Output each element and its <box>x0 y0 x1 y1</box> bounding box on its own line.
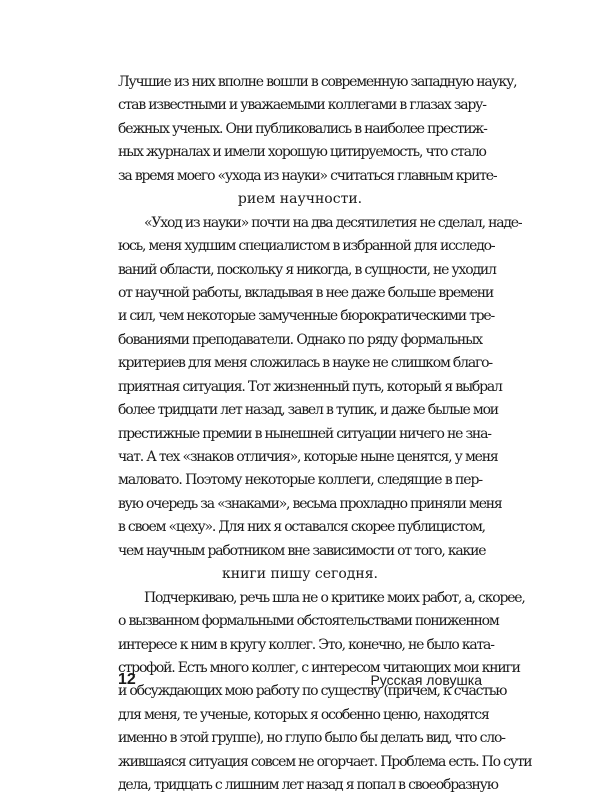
text-line: строфой. Есть много коллег, с интересом читающих мои книги <box>118 659 520 676</box>
text-line: маловато. Поэтому некоторые коллеги, следящие в пер- <box>118 472 483 489</box>
text-line: вую очередь за «знаками», весьма прохладно приняли меня <box>118 495 502 512</box>
text-line: в своем «цеху». Для них я оставался скорее публицистом, <box>118 519 485 536</box>
text-line: рием научности. <box>237 191 363 208</box>
text-line: чат. А тех «знаков отличия», которые ныне ценятся, у меня <box>118 449 498 465</box>
text-line: став известными и уважаемыми коллегами в глазах зару- <box>118 97 486 114</box>
text-line: бованиями преподаватели. Однако по ряду формальных <box>118 331 482 348</box>
text-line: Подчеркиваю, речь шла не о критике моих работ, а, скорее, <box>144 589 525 606</box>
text-line: бежных ученых. Они публиковались в наиболее престиж- <box>118 120 487 137</box>
text-line: книги пишу сегодня. <box>221 566 379 583</box>
text-line: и сил, чем некоторые замученные бюрократическими тре- <box>118 308 495 325</box>
text-line: о вызванном формальными обстоятельствами пониженном <box>118 613 499 630</box>
text-line: за время моего «ухода из науки» считаться главным крите- <box>118 167 497 184</box>
text-line: приятная ситуация. Тот жизненный путь, который я выбрал <box>118 378 502 395</box>
text-line: ваний области, поскольку я никогда, в сущности, не уходил <box>118 261 496 278</box>
text-line: критериев для меня сложилась в науке не слишком благо- <box>118 355 492 372</box>
text-line: дела, тридцать с лишним лет назад я попал в своеобразную <box>118 777 498 794</box>
text-line: чем научным работником вне зависимости от того, какие <box>118 542 486 559</box>
text-line: ных журналах и имели хорошую цитируемость, что стало <box>118 144 486 161</box>
text-line: жившаяся ситуация совсем не огорчает. Проблема есть. По сути <box>118 753 532 770</box>
running-title: Русская ловушка <box>370 672 482 688</box>
text-line: более тридцати лет назад, завел в тупик, и даже былые мои <box>118 402 498 419</box>
page-footer <box>118 671 482 693</box>
text-line: интересе к ним в кругу коллег. Это, конечно, не было ката- <box>118 636 494 653</box>
text-line: «Уход из науки» почти на два десятилетия не сделал, наде- <box>144 214 522 231</box>
text-line: престижные премии в нынешней ситуации ничего не зна- <box>118 425 491 442</box>
text-line: от научной работы, вкладывая в нее даже больше времени <box>118 284 493 301</box>
text-line: юсь, меня худшим специалистом в избранной для исследо- <box>118 238 495 255</box>
paragraph <box>118 71 517 212</box>
text-line: Лучшие из них вполне вошли в современную западную науку, <box>118 74 517 90</box>
text-line: именно в этой группе), но глупо было бы делать вид, что сло- <box>118 730 505 747</box>
paragraph <box>118 212 522 587</box>
text-line: для меня, те ученые, которых я особенно ценю, находятся <box>118 706 489 723</box>
text-line: и обсуждающих мою работу по существу (причем, к счастью <box>118 683 507 700</box>
page-number: 12 <box>118 671 136 688</box>
